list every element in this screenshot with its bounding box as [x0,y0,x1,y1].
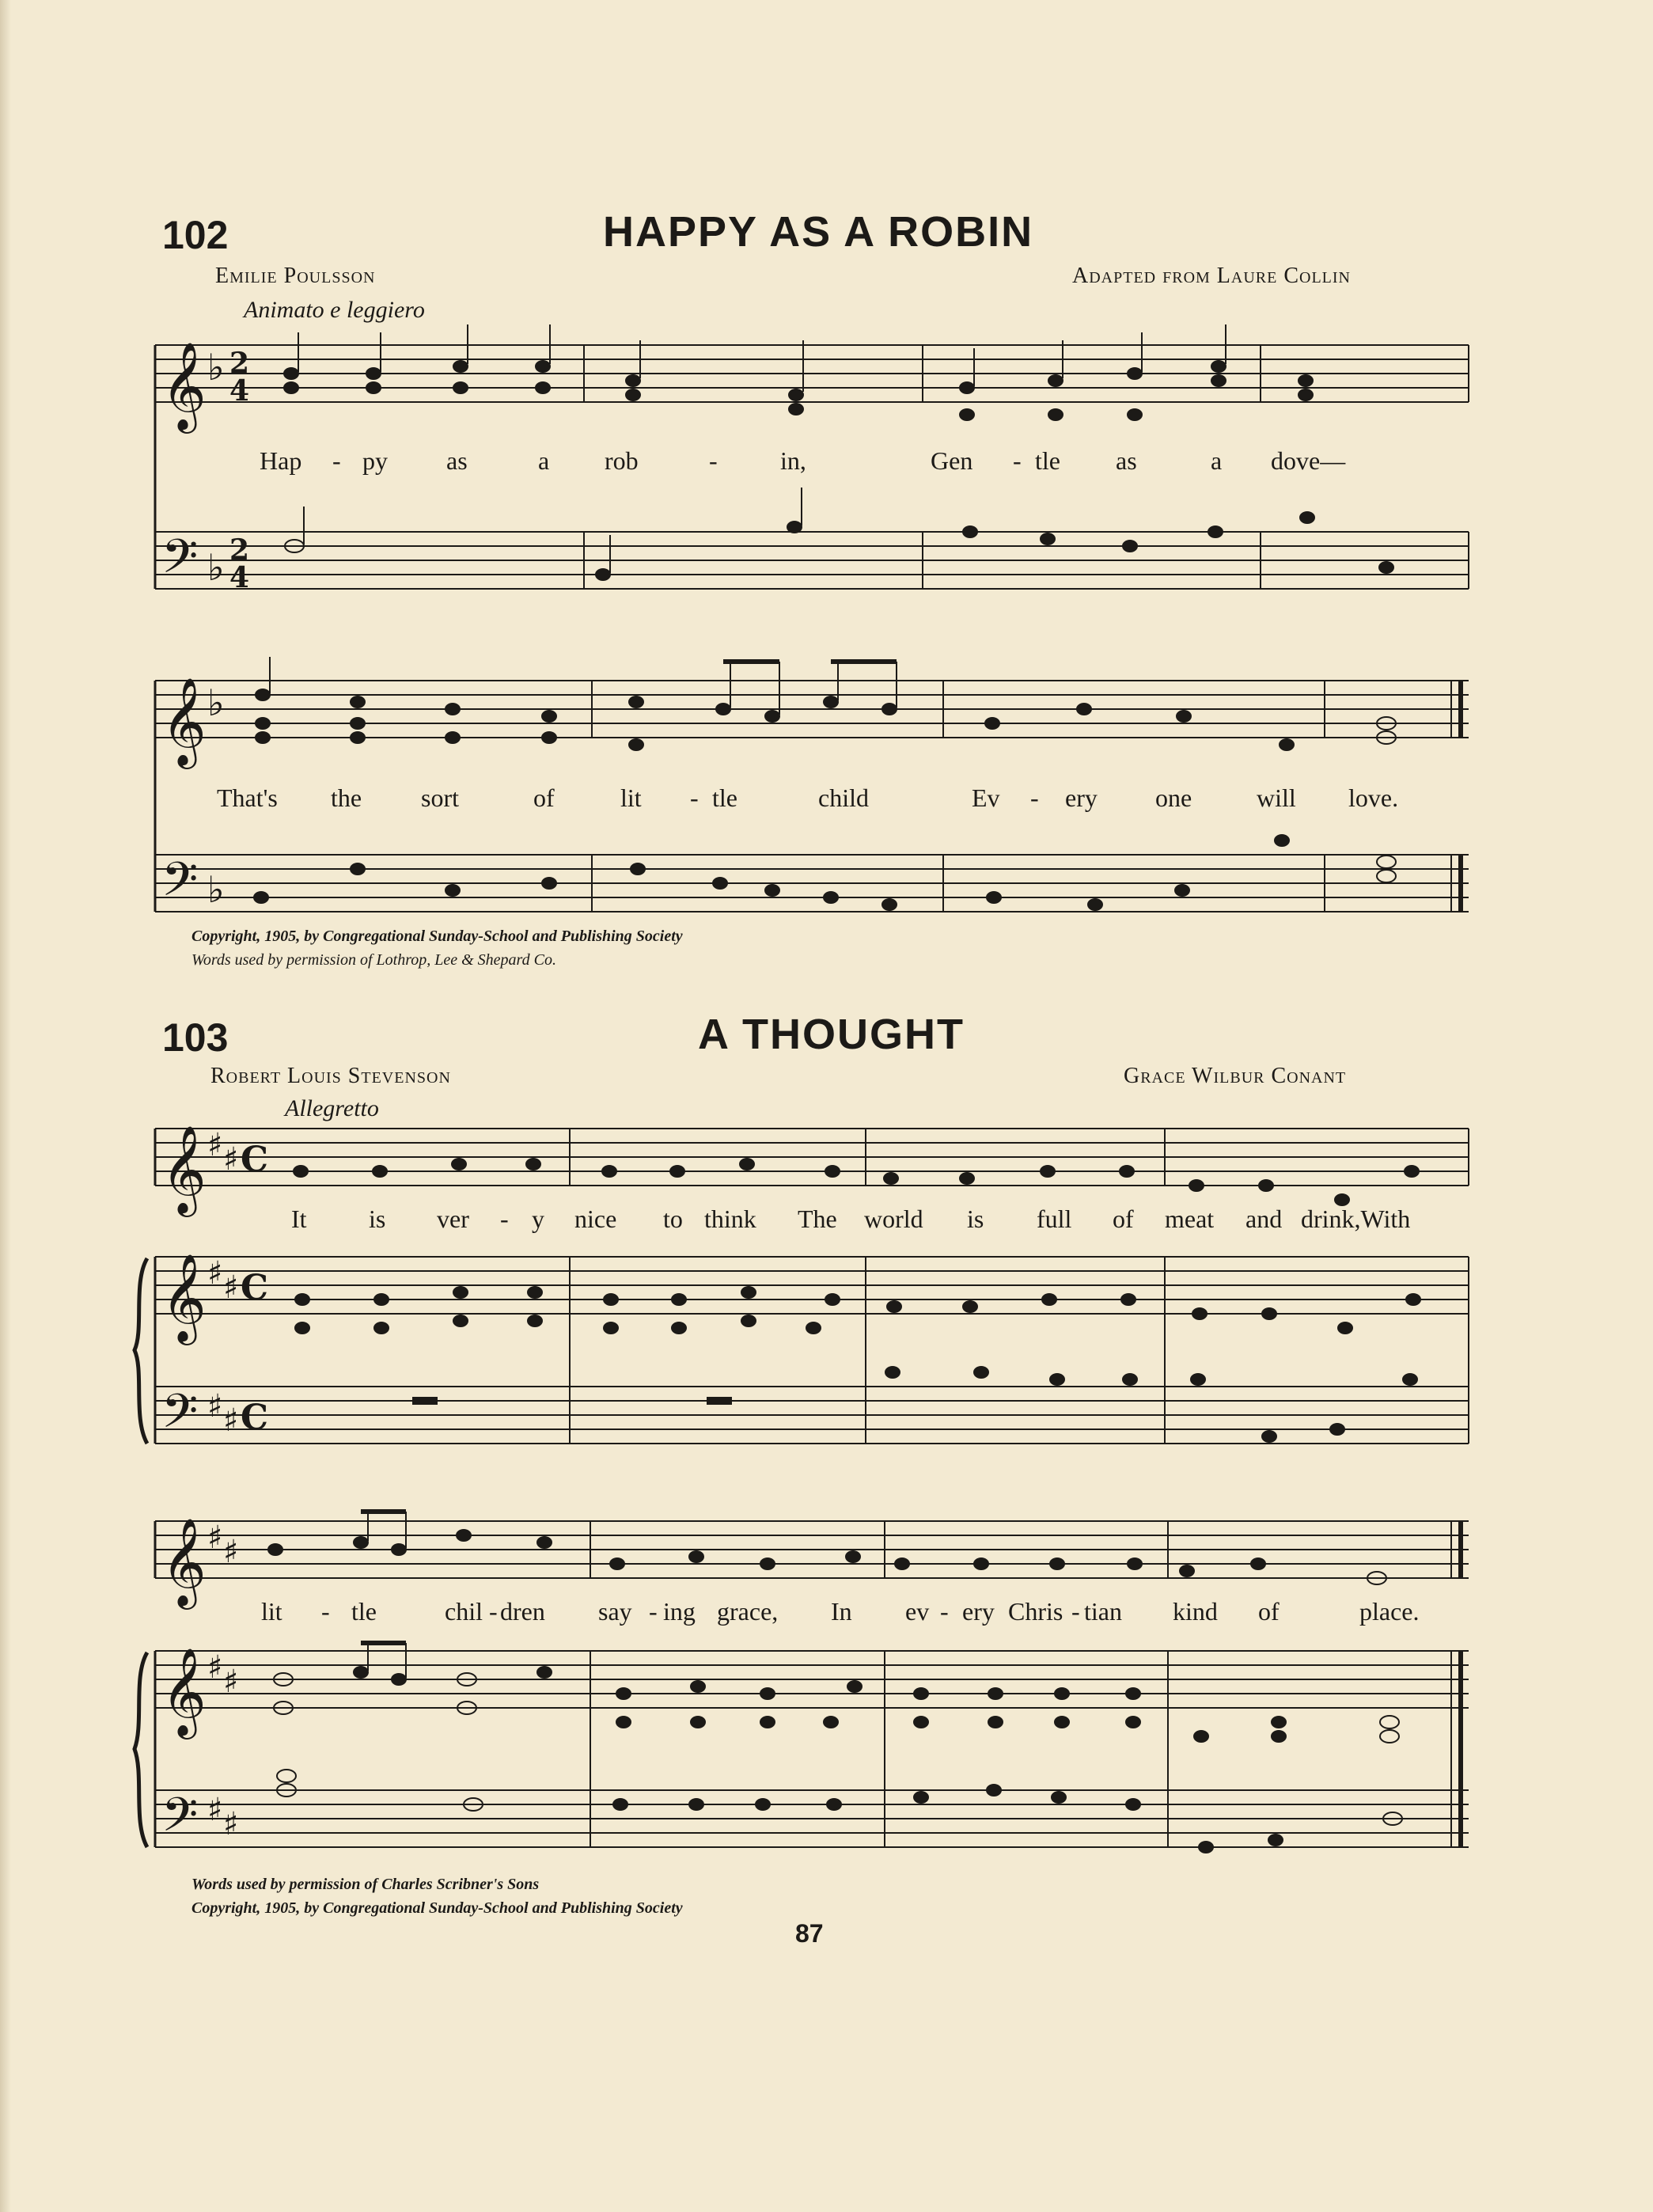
staff-treble-1 [155,345,1469,402]
hymn-composer: Adapted from Laure Collin [1072,264,1351,288]
lyric-syllable: is [369,1205,386,1233]
lyric-syllable: That's [217,783,278,812]
copyright-note: Copyright, 1905, by Congregational Sunday-School and Publishing Society [191,1899,683,1917]
lyric-syllable: - [500,1205,509,1233]
lyric-syllable: drink,With [1301,1205,1411,1233]
lyric-syllable: of [1113,1205,1134,1233]
svg-text:𝄢: 𝄢 [161,852,199,918]
bass-clef-icon: 𝄢 [161,529,199,595]
lyric-syllable: - [332,446,341,475]
lyric-syllable: Chris [1008,1597,1063,1626]
lyric-syllable: In [831,1597,852,1626]
lyric-syllable: - [709,446,718,475]
lyric-syllable: a [1211,446,1223,475]
permission-note: Words used by permission of Charles Scribner's Sons [191,1876,540,1893]
lyric-syllable: tian [1084,1597,1122,1626]
staff-bass-1 [155,532,1469,589]
svg-text:♯: ♯ [207,1388,223,1425]
svg-text:4: 4 [229,374,250,408]
svg-text:𝄞: 𝄞 [161,1647,207,1736]
lyric-syllable: rob [605,446,639,475]
svg-text:𝄢: 𝄢 [161,1787,199,1853]
hymn-author: Robert Louis Stevenson [210,1064,451,1088]
tempo-marking: Allegretto [285,1095,379,1121]
lyric-syllable: - [649,1597,658,1626]
hymn-title: A THOUGHT [698,1011,965,1058]
lyric-syllable: meat [1165,1205,1215,1233]
svg-text:𝄞: 𝄞 [161,1517,207,1606]
svg-text:♯: ♯ [207,1127,223,1163]
lyric-syllable: will [1257,783,1296,812]
lyric-syllable: as [1116,446,1137,475]
svg-text:C: C [241,1268,269,1308]
lyric-syllable: chil [445,1597,483,1626]
tempo-marking: Animato e leggiero [244,297,425,323]
treble-clef-icon: 𝄞 [161,341,207,430]
svg-text:C: C [241,1140,269,1180]
svg-text:♯: ♯ [207,1649,223,1686]
lyric-syllable: grace, [717,1597,779,1626]
lyric-syllable: sort [421,783,459,812]
svg-text:♯: ♯ [223,1269,239,1306]
copyright-note: Copyright, 1905, by Congregational Sunday-School and Publishing Society [191,928,683,945]
svg-text:♭: ♭ [207,546,225,589]
lyric-syllable: world [864,1205,923,1233]
hymn-title: HAPPY AS A ROBIN [603,208,1034,256]
lyric-syllable: tle [351,1597,377,1626]
lyric-syllable: lit [261,1597,282,1626]
svg-text:♭: ♭ [207,346,225,389]
svg-text:♯: ♯ [223,1806,239,1842]
lyric-syllable: think [704,1205,756,1233]
lyric-syllable: in, [780,446,806,475]
svg-text:♯: ♯ [207,1792,223,1828]
hymn-author: Emilie Poulsson [215,264,376,288]
lyric-syllable: ery [1065,783,1098,812]
page-number: 87 [795,1919,824,1948]
lyric-syllable: kind [1173,1597,1218,1626]
lyric-syllable: y [532,1205,544,1233]
lyric-syllable: - [1071,1597,1080,1626]
lyric-syllable: Gen [931,446,973,475]
permission-note: Words used by permission of Lothrop, Lee & Shepard Co. [191,951,556,969]
lyric-syllable: full [1037,1205,1072,1233]
svg-text:♭: ♭ [207,868,225,911]
svg-text:𝄢: 𝄢 [161,1383,199,1450]
lyric-syllable: to [663,1205,683,1233]
lyric-syllable: The [798,1205,837,1233]
lyric-syllable: as [446,446,468,475]
svg-text:2: 2 [229,347,250,380]
svg-text:C: C [241,1398,269,1438]
lyric-syllable: ver [437,1205,469,1233]
lyric-syllable: Ev [972,783,1000,812]
lyric-syllable: the [331,783,362,812]
lyric-syllable: child [818,783,869,812]
lyric-syllable: ev [905,1597,930,1626]
svg-text:♯: ♯ [207,1255,223,1292]
svg-text:𝄞: 𝄞 [161,677,207,765]
lyric-syllable: tle [1035,446,1060,475]
lyric-syllable: It [291,1205,307,1233]
lyric-syllable: of [1258,1597,1280,1626]
svg-text:𝄞: 𝄞 [161,1253,207,1341]
lyric-syllable: - [1030,783,1039,812]
lyric-syllable: dren [500,1597,545,1626]
hymn-number: 102 [162,213,229,257]
svg-text:𝄞: 𝄞 [161,1125,207,1213]
lyric-syllable: is [967,1205,984,1233]
lyric-syllable: - [940,1597,949,1626]
lyric-syllable: a [538,446,550,475]
svg-text:♭: ♭ [207,681,225,724]
svg-text:♯: ♯ [207,1520,223,1556]
lyric-syllable: nice [574,1205,617,1233]
svg-text:♯: ♯ [223,1534,239,1570]
lyric-syllable: lit [620,783,642,812]
lyric-syllable: - [690,783,699,812]
lyric-syllable: place. [1359,1597,1420,1626]
lyric-syllable: dove— [1271,446,1346,475]
lyric-syllable: and [1245,1205,1283,1233]
lyric-syllable: say [598,1597,632,1626]
lyric-syllable: - [489,1597,498,1626]
lyric-syllable: - [1013,446,1022,475]
lyric-syllable: py [362,446,388,475]
lyric-syllable: ing [663,1597,696,1626]
hymn-composer: Grace Wilbur Conant [1124,1064,1347,1088]
lyric-syllable: one [1155,783,1192,812]
svg-text:♯: ♯ [223,1664,239,1700]
lyric-syllable: Hap [260,446,302,475]
hymn-number: 103 [162,1015,229,1060]
svg-text:♯: ♯ [223,1402,239,1439]
lyric-syllable: - [321,1597,330,1626]
lyric-syllable: love. [1348,783,1399,812]
svg-text:♯: ♯ [223,1141,239,1178]
svg-text:4: 4 [229,561,250,594]
svg-text:2: 2 [229,533,250,567]
lyric-syllable: ery [962,1597,995,1626]
lyric-syllable: tle [712,783,737,812]
lyric-syllable: of [533,783,555,812]
